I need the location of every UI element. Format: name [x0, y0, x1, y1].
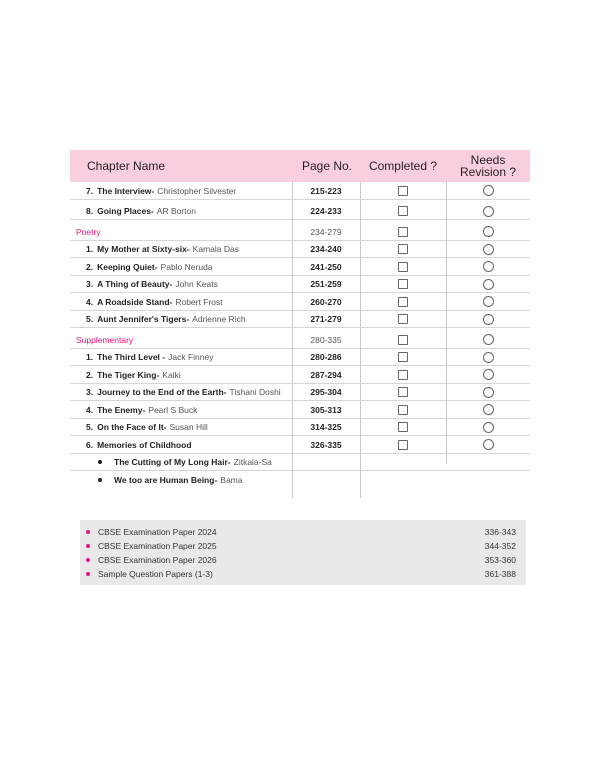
revision-radio[interactable]: [483, 404, 494, 415]
chapter-author: Tishani Doshi: [229, 387, 281, 398]
completed-cell: [360, 311, 446, 329]
completed-cell: [360, 276, 446, 294]
chapter-author: Adrienne Rich: [192, 314, 246, 325]
chapter-title: My Mother at Sixty-six-: [97, 244, 190, 255]
page-range: 271-279: [310, 314, 342, 325]
chapter-author: Pablo Neruda: [160, 261, 213, 272]
header-needs-revision: [446, 150, 530, 182]
completed-checkbox[interactable]: [398, 186, 408, 196]
extras-panel: [80, 520, 526, 585]
sub-item-row: [70, 454, 530, 472]
completed-cell: [360, 366, 446, 384]
section-row: [70, 331, 530, 349]
chapter-number: 6.: [86, 439, 94, 450]
chapter-title: The Tiger King-: [97, 369, 160, 380]
chapter-name-cell: [86, 258, 290, 276]
page-range: 314-325: [310, 422, 342, 433]
chapter-name-cell: [98, 471, 302, 489]
chapter-title: The Interview-: [97, 185, 155, 196]
completed-checkbox[interactable]: [398, 370, 408, 380]
revision-radio[interactable]: [483, 206, 494, 217]
chapter-title: A Roadside Stand-: [97, 296, 173, 307]
chapter-author: John Keats: [175, 279, 218, 290]
completed-checkbox[interactable]: [398, 314, 408, 324]
revision-cell: [446, 241, 530, 259]
page-range: 287-294: [310, 369, 342, 380]
completed-checkbox[interactable]: [398, 405, 408, 415]
chapter-title: We too are Human Being-: [114, 474, 218, 485]
completed-cell: [360, 258, 446, 276]
revision-radio[interactable]: [483, 314, 494, 325]
chapter-title: A Thing of Beauty-: [97, 279, 173, 290]
table-row: [70, 258, 530, 276]
chapter-author: Robert Frost: [175, 296, 223, 307]
completed-checkbox[interactable]: [398, 227, 408, 237]
chapter-title: Aunt Jennifer's Tigers-: [97, 314, 190, 325]
page-range: 234-279: [310, 226, 342, 237]
extra-label: CBSE Examination Paper 2025: [98, 541, 217, 551]
completed-checkbox[interactable]: [398, 244, 408, 254]
chapter-number: 8.: [86, 206, 94, 217]
chapter-author: Christopher Silvester: [157, 185, 237, 196]
chapter-number: 3.: [86, 387, 94, 398]
chapter-title: The Enemy-: [97, 404, 146, 415]
completed-checkbox[interactable]: [398, 352, 408, 362]
chapter-author: Jack Finney: [168, 352, 214, 363]
revision-radio[interactable]: [483, 185, 494, 196]
header-completed: Completed ?: [368, 159, 438, 173]
chapter-name-cell: [98, 454, 302, 472]
sub-item-row: [70, 471, 530, 489]
revision-radio[interactable]: [483, 296, 494, 307]
completed-checkbox[interactable]: [398, 387, 408, 397]
revision-radio[interactable]: [483, 334, 494, 345]
chapter-author: Bama: [220, 474, 243, 485]
page-range: 215-223: [310, 185, 342, 196]
table-row: [70, 241, 530, 259]
chapter-number: 7.: [86, 185, 94, 196]
chapter-title: The Third Level -: [97, 352, 166, 363]
completed-checkbox[interactable]: [398, 206, 408, 216]
chapter-name-cell: [86, 419, 290, 437]
extra-item: [80, 553, 526, 567]
chapter-table: [70, 150, 530, 489]
chapter-author: Kamala Das: [192, 244, 239, 255]
completed-cell: [360, 182, 446, 200]
chapter-name-cell: [76, 331, 280, 349]
chapter-number: 2.: [86, 369, 94, 380]
extra-pages: 353-360: [484, 555, 516, 565]
chapter-number: 4.: [86, 296, 94, 307]
chapter-name-cell: [86, 311, 290, 329]
completed-cell: [360, 384, 446, 402]
table-row: [70, 293, 530, 311]
chapter-name-cell: [86, 401, 290, 419]
table-row: [70, 401, 530, 419]
completed-cell: [360, 331, 446, 349]
revision-radio[interactable]: [483, 226, 494, 237]
page-range: 241-250: [310, 261, 342, 272]
table-row: [70, 419, 530, 437]
table-row: [70, 276, 530, 294]
bullet-icon: [86, 558, 90, 562]
revision-radio[interactable]: [483, 369, 494, 380]
page-range: 260-270: [310, 296, 342, 307]
bullet-icon: [86, 530, 90, 534]
completed-cell: [360, 436, 446, 454]
revision-radio[interactable]: [483, 352, 494, 363]
revision-cell: [446, 401, 530, 419]
chapter-title: Journey to the End of the Earth-: [97, 387, 227, 398]
bullet-icon: [98, 478, 102, 482]
extra-label: CBSE Examination Paper 2026: [98, 555, 217, 565]
revision-cell: [446, 349, 530, 367]
revision-cell: [446, 419, 530, 437]
chapter-title: Going Places-: [97, 206, 154, 217]
revision-cell: [446, 384, 530, 402]
extra-item: [80, 525, 526, 539]
extra-pages: 344-352: [484, 541, 516, 551]
revision-cell: [446, 203, 530, 221]
extra-label: Sample Question Papers (1-3): [98, 569, 213, 579]
chapter-author: Kalki: [162, 369, 181, 380]
chapter-name-cell: [76, 223, 280, 241]
chapter-name-cell: [86, 349, 290, 367]
extra-pages: 361-388: [484, 569, 516, 579]
revision-radio[interactable]: [483, 261, 494, 272]
completed-cell: [360, 293, 446, 311]
chapter-number: 1.: [86, 352, 94, 363]
revision-radio[interactable]: [483, 387, 494, 398]
section-row: [70, 223, 530, 241]
completed-cell: [360, 401, 446, 419]
chapter-number: 5.: [86, 314, 94, 325]
section-title: Poetry: [76, 226, 101, 237]
completed-checkbox[interactable]: [398, 262, 408, 272]
bullet-icon: [86, 572, 90, 576]
chapter-name-cell: [86, 241, 290, 259]
extra-item: [80, 567, 526, 581]
page-range: 326-335: [310, 439, 342, 450]
page-range: 280-335: [310, 334, 342, 345]
chapter-author: AR Borton: [156, 206, 196, 217]
chapter-author: Susan Hill: [169, 422, 208, 433]
completed-checkbox[interactable]: [398, 440, 408, 450]
table-row: [70, 203, 530, 221]
header-needs-revision-line2: Revision ?: [459, 165, 517, 179]
page-range: 295-304: [310, 387, 342, 398]
table-row: [70, 366, 530, 384]
revision-cell: [446, 436, 530, 454]
page-range: 224-233: [310, 206, 342, 217]
revision-radio[interactable]: [483, 279, 494, 290]
page-range: 280-286: [310, 352, 342, 363]
table-row: [70, 349, 530, 367]
revision-radio[interactable]: [483, 439, 494, 450]
revision-cell: [446, 331, 530, 349]
section-title: Supplementary: [76, 334, 134, 345]
header-chapter-name: Chapter Name: [87, 159, 166, 173]
extra-item: [80, 539, 526, 553]
chapter-name-cell: [86, 436, 290, 454]
chapter-number: 3.: [86, 279, 94, 290]
chapter-name-cell: [86, 366, 290, 384]
chapter-name-cell: [86, 276, 290, 294]
chapter-name-cell: [86, 384, 290, 402]
chapter-number: 2.: [86, 261, 94, 272]
completed-cell: [360, 223, 446, 241]
chapter-author: Zitkala-Sa: [233, 457, 272, 468]
completed-checkbox[interactable]: [398, 422, 408, 432]
page-range: 251-259: [310, 279, 342, 290]
table-row: [70, 311, 530, 329]
chapter-name-cell: [86, 182, 290, 200]
completed-cell: [360, 241, 446, 259]
extra-pages: 336-343: [484, 527, 516, 537]
chapter-number: 1.: [86, 244, 94, 255]
revision-cell: [446, 293, 530, 311]
chapter-number: 4.: [86, 404, 94, 415]
completed-checkbox[interactable]: [398, 297, 408, 307]
bullet-icon: [86, 544, 90, 548]
table-row: [70, 436, 530, 454]
table-header: [70, 150, 530, 182]
chapter-name-cell: [86, 203, 290, 221]
header-needs-revision-line1: Needs: [470, 153, 506, 167]
table-row: [70, 182, 530, 200]
completed-cell: [360, 349, 446, 367]
chapter-title: Keeping Quiet-: [97, 261, 158, 272]
chapter-author: Pearl S Buck: [148, 404, 198, 415]
page-range: 234-240: [310, 244, 342, 255]
revision-radio[interactable]: [483, 244, 494, 255]
extra-label: CBSE Examination Paper 2024: [98, 527, 217, 537]
revision-cell: [446, 182, 530, 200]
page-range: 305-313: [310, 404, 342, 415]
header-page-no: Page No.: [301, 159, 353, 173]
chapter-title: Memories of Childhood: [97, 439, 192, 450]
completed-cell: [360, 419, 446, 437]
revision-cell: [446, 366, 530, 384]
revision-cell: [446, 311, 530, 329]
bullet-icon: [98, 460, 102, 464]
table-body: [70, 182, 530, 489]
completed-checkbox[interactable]: [398, 335, 408, 345]
revision-cell: [446, 258, 530, 276]
completed-cell: [360, 203, 446, 221]
revision-cell: [446, 276, 530, 294]
chapter-number: 5.: [86, 422, 94, 433]
chapter-title: The Cutting of My Long Hair-: [114, 457, 231, 468]
revision-radio[interactable]: [483, 422, 494, 433]
table-row: [70, 384, 530, 402]
revision-cell: [446, 223, 530, 241]
chapter-name-cell: [86, 293, 290, 311]
chapter-title: On the Face of It-: [97, 422, 167, 433]
completed-checkbox[interactable]: [398, 279, 408, 289]
